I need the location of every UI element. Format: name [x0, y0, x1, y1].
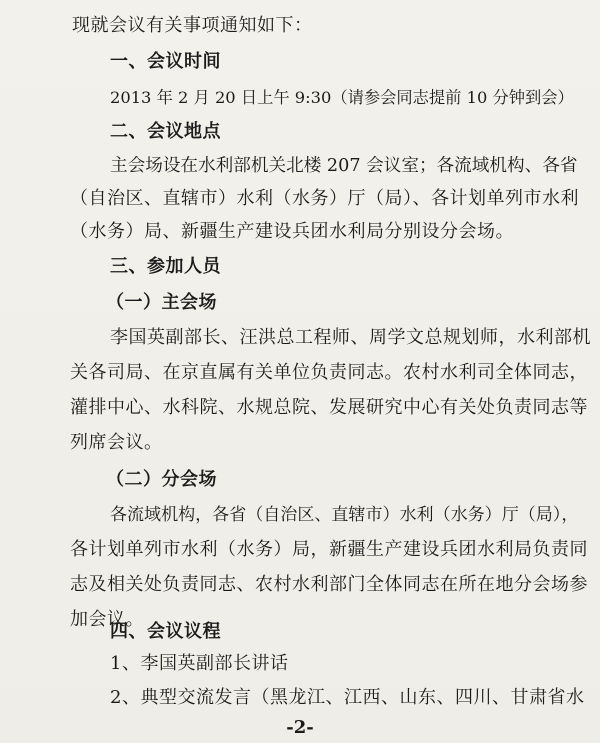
main-venue-line-4: 列席会议。 [70, 432, 163, 453]
branch-venue-line-4: 加会议。 [70, 609, 144, 630]
main-venue-line-1: 李国英副部长、汪洪总工程师、周学文总规划师，水利部机 [110, 327, 591, 348]
subsection-heading-branch-venue: （二）分会场 [106, 469, 217, 490]
branch-venue-line-2: 各计划单列市水利（水务）局，新疆生产建设兵团水利局负责同 [70, 539, 588, 560]
branch-venue-line-1: 各流域机构，各省（自治区、直辖市）水利（水务）厅（局）， [110, 505, 579, 525]
section-heading-location: 二、会议地点 [110, 121, 221, 142]
section-heading-time: 一、会议时间 [110, 51, 221, 72]
section-heading-agenda: 四、会议议程 [110, 621, 221, 642]
intro-text: 现就会议有关事项通知如下： [72, 15, 313, 36]
section-heading-participants: 三、参加人员 [110, 256, 221, 277]
page-number: -2- [286, 717, 314, 738]
subsection-heading-main-venue: （一）主会场 [106, 292, 217, 313]
main-venue-line-2: 关各司局、在京直属有关单位负责同志。农村水利司全体同志， [70, 362, 588, 383]
agenda-item-1: 1、李国英副部长讲话 [110, 653, 289, 674]
main-venue-line-3: 灌排中心、水科院、水规总院、发展研究中心有关处负责同志等 [70, 397, 588, 418]
location-line-3: （水务）局、新疆生产建设兵团水利局分别设分会场。 [70, 221, 514, 242]
location-line-1: 主会场设在水利部机关北楼 207 会议室；各流域机构、各省 [110, 156, 578, 176]
agenda-item-2: 2、典型交流发言（黑龙江、江西、山东、四川、甘肃省水 [110, 687, 585, 708]
branch-venue-line-3: 志及相关处负责同志、农村水利部门全体同志在所在地分会场参 [70, 574, 588, 595]
meeting-time-text: 2013 年 2 月 20 日上午 9:30（请参会同志提前 10 分钟到会） [110, 88, 574, 107]
location-line-2: （自治区、直辖市）水利（水务）厅（局）、各计划单列市水利 [70, 188, 579, 209]
